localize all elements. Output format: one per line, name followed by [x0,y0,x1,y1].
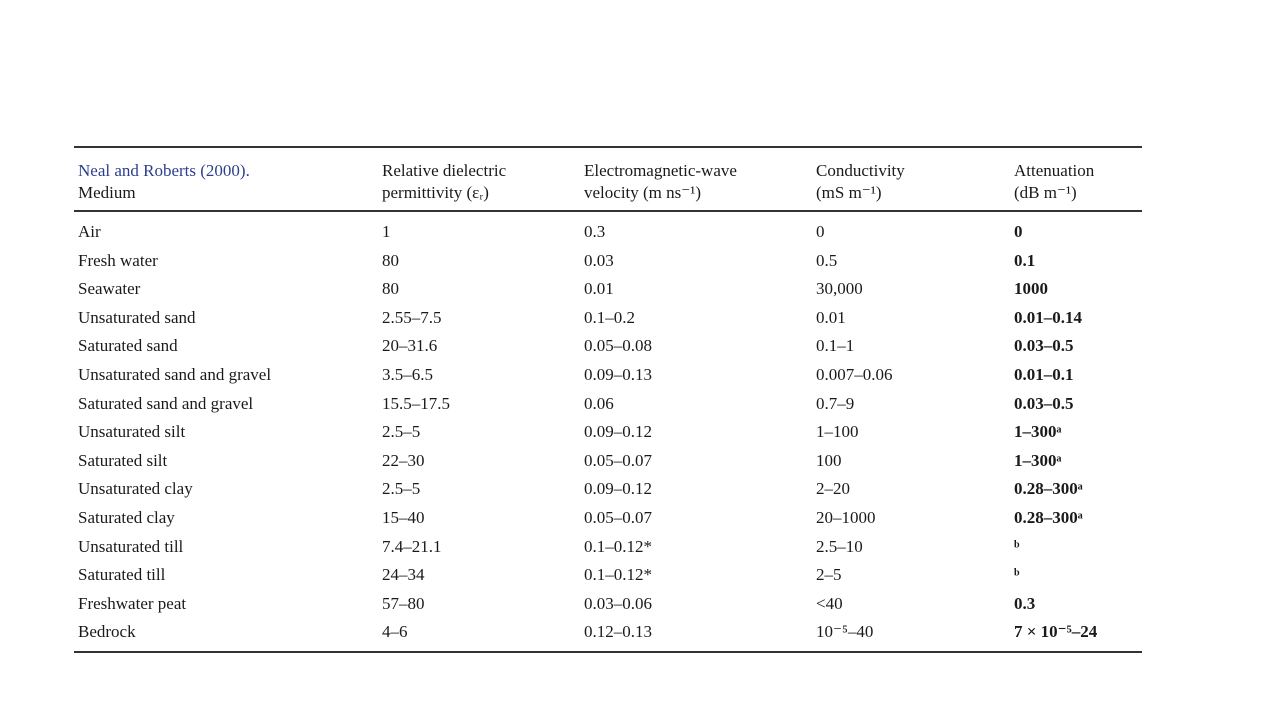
cell-permittivity: 20–31.6 [382,336,438,356]
cell-attenuation: ᵇ [1014,536,1020,556]
cell-medium: Saturated sand [78,336,178,356]
cell-conductivity: 0 [816,222,825,241]
header-medium: Medium [74,182,378,211]
cell-conductivity: <40 [816,593,843,613]
table-body [74,211,1142,652]
cell-velocity: 0.03 [584,250,614,270]
table-row [74,447,1142,476]
cell-medium: Freshwater peat [78,593,187,613]
cell-velocity: 0.09–0.13 [584,364,652,384]
cell-permittivity: 24–34 [382,565,425,585]
cell-permittivity: 7.4–21.1 [382,536,442,556]
header-row-2 [74,182,1142,211]
cell-conductivity: 0.7–9 [816,393,855,413]
table-row [74,211,1142,247]
cell-attenuation: 1000 [1014,279,1048,299]
table-row [74,618,1142,652]
cell-conductivity: 100 [816,450,842,470]
table-row [74,561,1142,590]
cell-velocity: 0.12–0.13 [580,618,812,652]
cell-permittivity: 80 [382,279,399,299]
table-row [74,418,1142,447]
table-row [74,504,1142,533]
header-velocity-line2: velocity (m ns⁻¹) [580,182,812,211]
cell-medium: Saturated sand and gravel [78,393,254,413]
cell-velocity: 0.05–0.08 [584,336,652,356]
cell-permittivity: 15.5–17.5 [382,393,450,413]
table-row [74,390,1142,419]
cell-attenuation: 0.28–300ᵃ [1014,507,1083,527]
cell-conductivity: 2–5 [816,565,842,585]
cell-attenuation: 0.1 [1014,250,1036,270]
cell-velocity: 0.01 [584,279,614,299]
cell-velocity: 0.1–0.2 [584,307,635,327]
cell-medium: Unsaturated sand and gravel [78,364,272,384]
table-row [74,590,1142,619]
cell-velocity: 0.09–0.12 [584,479,652,499]
cell-medium: Fresh water [78,250,158,270]
header-permittivity-line1: Relative dielectric [378,147,580,182]
table-row [74,275,1142,304]
cell-conductivity: 1–100 [816,422,859,442]
cell-conductivity: 30,000 [816,279,863,299]
cell-attenuation: ᵇ [1014,565,1020,585]
cell-velocity: 0.09–0.12 [584,422,652,442]
cell-attenuation: 0.03–0.5 [1014,393,1074,413]
cell-permittivity: 3.5–6.5 [382,364,433,384]
table-row [74,247,1142,276]
cell-permittivity: 4–6 [378,618,580,652]
cell-medium: Air [78,222,101,241]
header-attenuation-line1: Attenuation [1010,147,1142,182]
cell-velocity: 0.05–0.07 [584,450,652,470]
cell-permittivity: 2.5–5 [382,422,421,442]
cell-attenuation: 1–300ᵃ [1014,450,1062,470]
cell-attenuation: 0.01–0.14 [1014,307,1082,327]
cell-velocity: 0.1–0.12* [584,536,652,556]
cell-medium: Saturated till [78,565,166,585]
cell-conductivity: 10⁻⁵–40 [812,618,1010,652]
cell-conductivity: 2–20 [816,479,850,499]
cell-conductivity: 0.007–0.06 [816,364,893,384]
ground-properties-table [74,146,1142,653]
cell-permittivity: 22–30 [382,450,425,470]
table-row [74,304,1142,333]
table-header [74,147,1142,211]
header-velocity-line1: Electromagnetic-wave [580,147,812,182]
header-permittivity-line2: permittivity (εᵣ) [378,182,580,211]
cell-attenuation: 7 × 10⁻⁵–24 [1010,618,1142,652]
header-attenuation-line2: (dB m⁻¹) [1010,182,1142,211]
cell-attenuation: 0.28–300ᵃ [1014,479,1083,499]
header-conductivity-line2: (mS m⁻¹) [812,182,1010,211]
cell-velocity: 0.06 [584,393,614,413]
cell-permittivity: 2.5–5 [382,479,421,499]
cell-permittivity: 57–80 [382,593,425,613]
table-row [74,361,1142,390]
cell-velocity: 0.05–0.07 [584,507,652,527]
cell-medium: Unsaturated till [78,536,184,556]
cell-conductivity: 20–1000 [816,507,876,527]
cell-attenuation: 1–300ᵃ [1014,422,1062,442]
cell-medium: Saturated clay [78,507,175,527]
cell-medium: Unsaturated silt [78,422,186,442]
cell-medium: Bedrock [74,618,378,652]
source-citation[interactable]: Neal and Roberts (2000). [74,147,378,182]
cell-permittivity: 1 [382,222,391,241]
cell-conductivity: 2.5–10 [816,536,863,556]
table-row [74,332,1142,361]
properties-table-container [74,146,1142,653]
cell-attenuation: 0 [1014,222,1023,241]
cell-velocity: 0.3 [584,222,606,241]
cell-medium: Unsaturated clay [78,479,193,499]
cell-conductivity: 0.5 [816,250,838,270]
cell-medium: Unsaturated sand [78,307,196,327]
cell-medium: Saturated silt [78,450,168,470]
cell-permittivity: 15–40 [382,507,425,527]
cell-conductivity: 0.1–1 [816,336,855,356]
cell-attenuation: 0.3 [1014,593,1036,613]
cell-velocity: 0.1–0.12* [584,565,652,585]
cell-attenuation: 0.03–0.5 [1014,336,1074,356]
cell-conductivity: 0.01 [816,307,846,327]
table-row [74,475,1142,504]
cell-velocity: 0.03–0.06 [584,593,652,613]
header-conductivity-line1: Conductivity [812,147,1010,182]
cell-attenuation: 0.01–0.1 [1014,364,1074,384]
cell-permittivity: 2.55–7.5 [382,307,442,327]
cell-permittivity: 80 [382,250,399,270]
header-row-1 [74,147,1142,182]
table-row [74,533,1142,562]
cell-medium: Seawater [78,279,141,299]
